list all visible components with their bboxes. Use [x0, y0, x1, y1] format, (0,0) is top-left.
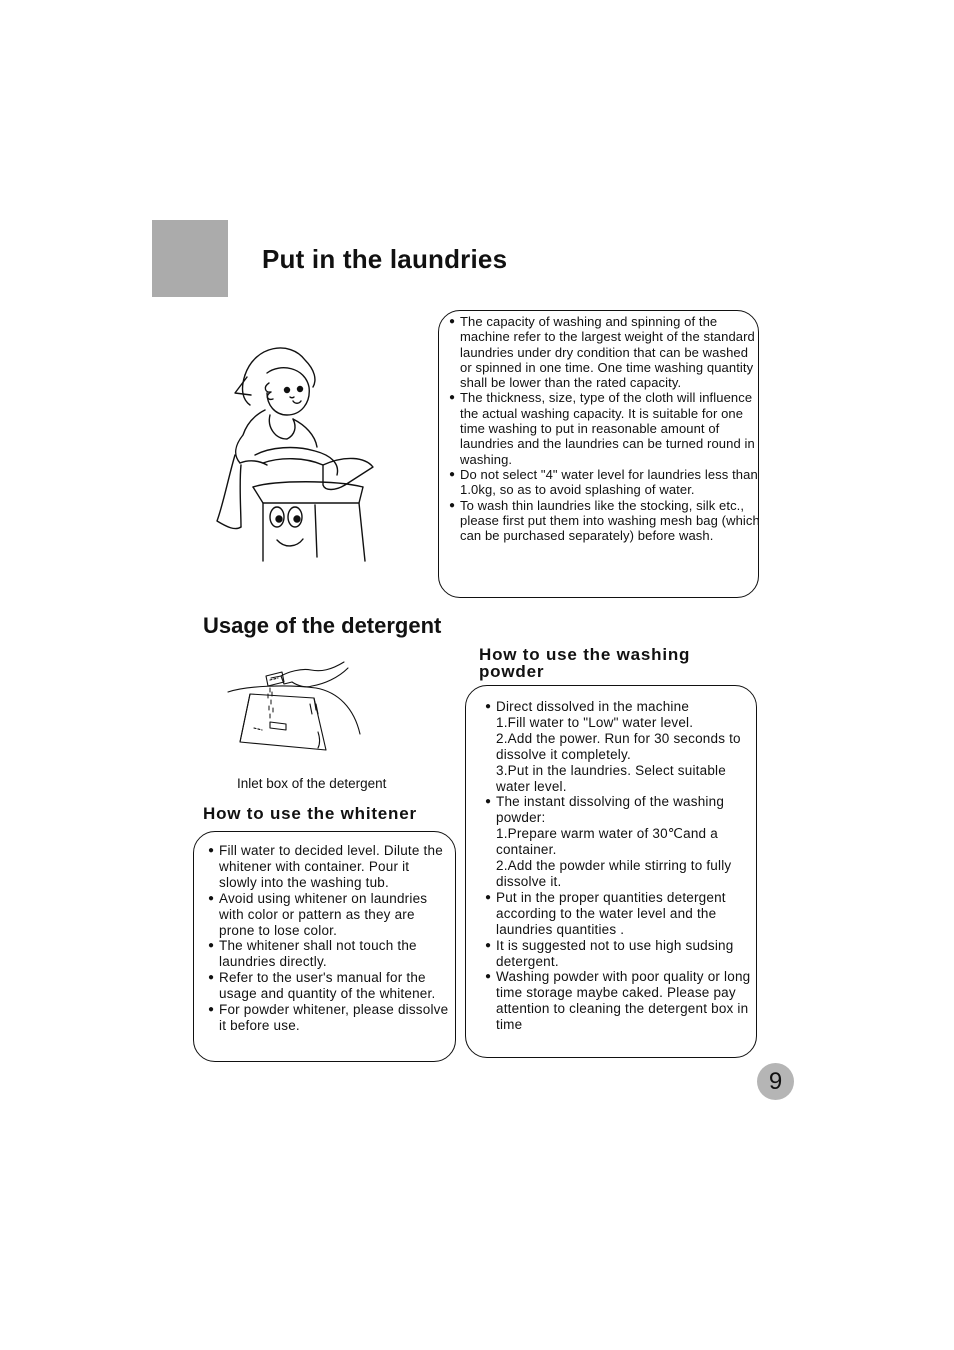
section-title-detergent-usage: Usage of the detergent — [203, 613, 442, 638]
list-item: ● To wash thin laundries like the stocking, silk etc., please first put them into washing mesh bag (which can be purchased separately) before wash. — [449, 497, 760, 544]
list-item: ● Avoid using whitener on laundries with color or pattern as they are prone to lose color. — [208, 890, 428, 938]
bullet-icon: ● — [485, 701, 492, 712]
whitener-list — [208, 843, 451, 1034]
list-item: ● The thickness, size, type of the cloth will influence the actual washing capacity. It is suitable for one time washing to put in reasonable amount of laundries and the laundries can be turned round in washing. — [449, 390, 755, 467]
bullet-icon: ● — [449, 392, 456, 404]
bullet-icon: ● — [208, 845, 215, 856]
bullet-icon: ● — [208, 972, 215, 984]
washing-powder-list — [485, 699, 758, 1033]
list-item: ● Do not select "4" water level for laundries less than 1.0kg, so as to avoid splashing of water. — [449, 466, 758, 498]
list-item: ● The whitener shall not touch the laundries directly. — [208, 938, 417, 970]
bullet-icon: ● — [208, 892, 215, 904]
list-item: ● Put in the proper quantities detergent according to the water level and the laundries quantities . — [485, 889, 726, 937]
page-number: 9 — [757, 1063, 794, 1100]
woman-loading-washer-illustration — [205, 335, 375, 567]
list-item: ● Washing powder with poor quality or long time storage maybe caked. Please pay attention to cleaning the detergent box in time — [485, 969, 751, 1033]
bullet-icon: ● — [208, 940, 215, 952]
list-item: ● For powder whitener, please dissolve it before use. — [208, 1002, 449, 1033]
washing-powder-heading: How to use the washing powder — [479, 645, 691, 681]
detergent-inlet-caption: Inlet box of the detergent — [237, 776, 387, 791]
whitener-heading: How to use the whitener — [203, 804, 417, 823]
list-item: ● Fill water to decided level. Dilute the whitener with container. Pour it slowly into the washing tub. — [208, 843, 443, 890]
bullet-icon: ● — [485, 971, 492, 983]
section-title-put-in-laundries: Put in the laundries — [262, 244, 508, 274]
bullet-icon: ● — [208, 1004, 215, 1016]
bullet-icon: ● — [485, 796, 492, 808]
section-marker-block — [152, 220, 228, 297]
list-item: ● The instant dissolving of the washing powder: 1.Prepare warm water of 30℃and a container. 2.Add the powder while stirring to fully dissolve it. — [485, 794, 732, 889]
list-item: ● Direct dissolved in the machine 1.Fill water to "Low" water level. 2.Add the power. Run for 30 seconds to dissolve it completely. 3.Put in the laundries. Select suitable water level. — [485, 699, 741, 794]
list-item: ● Refer to the user's manual for the usage and quantity of the whitener. — [208, 970, 436, 1002]
bullet-icon: ● — [485, 891, 492, 903]
bullet-icon: ● — [485, 939, 492, 951]
detergent-inlet-box-illustration — [226, 658, 366, 770]
bullet-icon: ● — [449, 499, 456, 511]
list-item: ● It is suggested not to use high sudsing detergent. — [485, 937, 734, 969]
bullet-icon: ● — [449, 468, 456, 480]
list-item: ● The capacity of washing and spinning of the machine refer to the largest weight of the standard laundries under dry condition that can be washed or spinned in one time. One time washing quantity shall be lower than the rated capacity. — [449, 314, 755, 391]
bullet-icon: ● — [449, 316, 456, 327]
laundry-capacity-list — [449, 314, 762, 544]
